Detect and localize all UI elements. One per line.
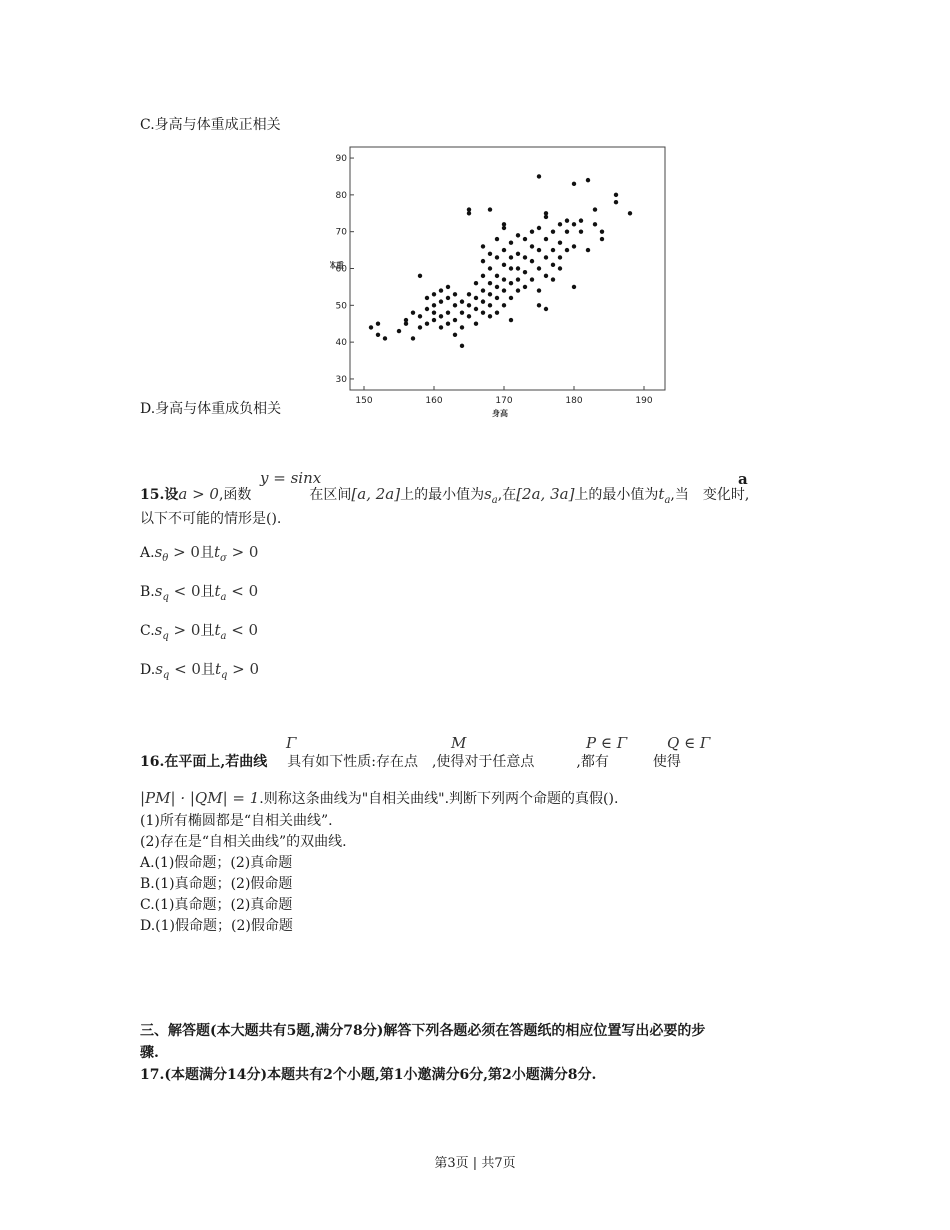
section3-heading-line1: 三、解答题(本大题共有5题,满分78分)解答下列各题必须在答题纸的相应位置写出必要的步 bbox=[140, 1023, 706, 1039]
data-point bbox=[481, 310, 485, 314]
data-point bbox=[488, 281, 492, 285]
q15-a-bold-math: a bbox=[738, 470, 748, 488]
data-point bbox=[453, 318, 457, 322]
data-point bbox=[453, 333, 457, 337]
data-point bbox=[537, 226, 541, 230]
data-point bbox=[565, 248, 569, 252]
data-point bbox=[495, 310, 499, 314]
data-point bbox=[481, 244, 485, 248]
data-point bbox=[572, 285, 576, 289]
q15-text3: ,在 bbox=[497, 487, 517, 503]
data-point bbox=[544, 255, 548, 259]
data-point bbox=[614, 193, 618, 197]
q15-s-a: s bbox=[484, 485, 492, 503]
data-point bbox=[565, 218, 569, 222]
data-point bbox=[537, 303, 541, 307]
scatter-plot-svg bbox=[330, 140, 670, 420]
q14-option-d: D.身高与体重成负相关 bbox=[140, 401, 282, 417]
data-point bbox=[530, 244, 534, 248]
y-tick-label: 90 bbox=[335, 154, 347, 165]
data-point bbox=[572, 222, 576, 226]
data-point bbox=[586, 178, 590, 182]
data-point bbox=[565, 229, 569, 233]
q16-product-math: |PM| · |QM| = 1 bbox=[140, 789, 260, 807]
data-point bbox=[523, 255, 527, 259]
data-point bbox=[544, 211, 548, 215]
q15-text6: 变化时, bbox=[702, 487, 750, 503]
data-point bbox=[488, 292, 492, 296]
data-point bbox=[425, 322, 429, 326]
data-point bbox=[488, 266, 492, 270]
x-tick-label: 150 bbox=[355, 396, 373, 406]
q16-option-d: D.(1)假命题；(2)假命题 bbox=[140, 918, 293, 934]
q15-option-b: $B.s_q < 0$且$t_a < 0$ bbox=[140, 582, 259, 603]
data-point bbox=[411, 310, 415, 314]
data-point bbox=[460, 325, 464, 329]
data-point bbox=[530, 259, 534, 263]
data-point bbox=[502, 222, 506, 226]
data-point bbox=[509, 241, 513, 245]
q16-stem-line2 bbox=[140, 788, 618, 808]
data-point bbox=[530, 229, 534, 233]
data-point bbox=[467, 314, 471, 318]
data-point bbox=[446, 285, 450, 289]
data-point bbox=[509, 296, 513, 300]
y-tick-label: 60 bbox=[335, 264, 347, 275]
q15-function-math: y = sinx bbox=[260, 469, 322, 487]
q16-item-1: (1)所有椭圆都是“自相关曲线”. bbox=[140, 813, 333, 829]
data-point bbox=[544, 237, 548, 241]
q16-text2: ,使得对于任意点 bbox=[431, 754, 535, 770]
data-point bbox=[439, 314, 443, 318]
y-tick-label: 50 bbox=[335, 301, 347, 312]
data-point bbox=[502, 288, 506, 292]
q15-stem-line2: 以下不可能的情形是(). bbox=[140, 511, 282, 527]
data-point bbox=[376, 322, 380, 326]
plot-frame bbox=[350, 147, 665, 390]
x-tick-label: 170 bbox=[495, 396, 513, 406]
data-point bbox=[509, 318, 513, 322]
q15-number: 15.设 bbox=[140, 487, 179, 503]
data-point bbox=[488, 314, 492, 318]
data-point bbox=[411, 336, 415, 340]
q15-s-a-sub: a bbox=[491, 494, 498, 506]
y-axis-label: 体重 bbox=[330, 261, 344, 270]
data-point bbox=[432, 303, 436, 307]
data-point bbox=[474, 296, 478, 300]
data-point bbox=[460, 299, 464, 303]
q16-option-b: B.(1)真命题；(2)假命题 bbox=[140, 876, 293, 892]
data-point bbox=[551, 248, 555, 252]
data-point bbox=[509, 281, 513, 285]
data-point bbox=[460, 310, 464, 314]
q15-option-d: $D.s_q < 0$且$t_q > 0$ bbox=[140, 660, 260, 681]
data-point bbox=[474, 307, 478, 311]
q15-text2: 上的最小值为 bbox=[400, 487, 485, 503]
q16-text5: .则称这条曲线为"自相关曲线".判断下列两个命题的真假(). bbox=[259, 791, 619, 807]
q17-stem: 17.(本题满分14分)本题共有2个小题,第1小邀满分6分,第2小题满分8分. bbox=[140, 1067, 597, 1083]
q15-t-a: t bbox=[658, 485, 665, 503]
data-point bbox=[516, 233, 520, 237]
data-point bbox=[502, 303, 506, 307]
q15-interval2: [2a, 3a] bbox=[516, 485, 575, 503]
data-point bbox=[523, 285, 527, 289]
data-point bbox=[579, 229, 583, 233]
data-point bbox=[453, 292, 457, 296]
data-point bbox=[509, 255, 513, 259]
data-point bbox=[544, 274, 548, 278]
height-weight-scatter-chart bbox=[330, 140, 670, 420]
data-point bbox=[614, 200, 618, 204]
q16-gamma-math: Γ bbox=[286, 734, 297, 752]
data-point bbox=[425, 296, 429, 300]
data-point bbox=[537, 174, 541, 178]
q15-text4: 上的最小值为 bbox=[574, 487, 659, 503]
y-tick-label: 80 bbox=[335, 190, 347, 201]
x-axis-label: 身高 bbox=[492, 409, 508, 418]
q15-interval1: [a, 2a] bbox=[351, 485, 401, 503]
data-point bbox=[509, 266, 513, 270]
q16-text1: 具有如下性质:存在点 bbox=[287, 754, 418, 770]
data-point bbox=[488, 252, 492, 256]
q15-option-a: $A.s_\theta > 0$且$t_\sigma > 0$ bbox=[140, 543, 259, 564]
data-point bbox=[558, 222, 562, 226]
data-point bbox=[516, 288, 520, 292]
data-point bbox=[495, 285, 499, 289]
data-point bbox=[600, 229, 604, 233]
data-point bbox=[481, 299, 485, 303]
data-point bbox=[600, 237, 604, 241]
q16-option-a: A.(1)假命题；(2)真命题 bbox=[140, 855, 293, 871]
data-point bbox=[446, 322, 450, 326]
data-point bbox=[544, 307, 548, 311]
data-point bbox=[516, 252, 520, 256]
data-point bbox=[439, 288, 443, 292]
data-point bbox=[586, 248, 590, 252]
data-point bbox=[593, 222, 597, 226]
q16-p-math: P ∈ Γ bbox=[586, 734, 628, 752]
data-point bbox=[446, 310, 450, 314]
data-point bbox=[537, 288, 541, 292]
q15-stem-line1 bbox=[140, 484, 749, 506]
data-point bbox=[502, 263, 506, 267]
x-tick-label: 160 bbox=[425, 396, 443, 406]
data-point bbox=[439, 325, 443, 329]
data-point bbox=[467, 292, 471, 296]
data-point bbox=[551, 277, 555, 281]
data-point bbox=[516, 266, 520, 270]
q15-text5: ,当 bbox=[670, 487, 689, 503]
data-point bbox=[432, 292, 436, 296]
data-point bbox=[495, 255, 499, 259]
q16-text4: 使得 bbox=[652, 754, 681, 770]
data-point bbox=[446, 296, 450, 300]
data-point bbox=[453, 303, 457, 307]
q14-option-c: C.身高与体重成正相关 bbox=[140, 117, 281, 133]
data-point bbox=[502, 248, 506, 252]
data-point bbox=[495, 237, 499, 241]
data-point bbox=[474, 322, 478, 326]
data-point bbox=[481, 259, 485, 263]
data-point bbox=[558, 241, 562, 245]
data-point bbox=[383, 336, 387, 340]
y-tick-label: 30 bbox=[335, 374, 347, 385]
q15-t-a-sub: a bbox=[664, 494, 671, 506]
x-tick-label: 190 bbox=[635, 396, 653, 406]
page-footer: 第3页 | 共7页 bbox=[434, 1156, 516, 1171]
data-point bbox=[488, 207, 492, 211]
data-point bbox=[628, 211, 632, 215]
data-point bbox=[572, 182, 576, 186]
data-point bbox=[558, 266, 562, 270]
data-point bbox=[474, 281, 478, 285]
data-point bbox=[502, 277, 506, 281]
data-point bbox=[551, 229, 555, 233]
data-point bbox=[516, 277, 520, 281]
q15-a-gt-0: a > 0 bbox=[178, 485, 219, 503]
data-point bbox=[488, 303, 492, 307]
data-point bbox=[432, 318, 436, 322]
data-point bbox=[523, 237, 527, 241]
data-point bbox=[425, 307, 429, 311]
data-point bbox=[404, 318, 408, 322]
data-point bbox=[495, 274, 499, 278]
data-point bbox=[418, 274, 422, 278]
data-point bbox=[495, 296, 499, 300]
data-point bbox=[537, 248, 541, 252]
data-point bbox=[432, 310, 436, 314]
q16-stem-line1 bbox=[140, 751, 681, 771]
data-point bbox=[530, 277, 534, 281]
data-point bbox=[481, 274, 485, 278]
data-point bbox=[537, 266, 541, 270]
q16-number: 16.在平面上,若曲线 bbox=[140, 754, 268, 770]
data-point bbox=[439, 299, 443, 303]
data-point bbox=[397, 329, 401, 333]
x-tick-label: 180 bbox=[565, 396, 583, 406]
data-point bbox=[551, 263, 555, 267]
q16-item-2: (2)存在是“自相关曲线”的双曲线. bbox=[140, 834, 347, 850]
data-point bbox=[558, 255, 562, 259]
data-point bbox=[467, 207, 471, 211]
q16-q-math: Q ∈ Γ bbox=[667, 734, 711, 752]
y-tick-label: 70 bbox=[335, 227, 347, 238]
data-point bbox=[418, 325, 422, 329]
q15-text1: 在区间 bbox=[309, 487, 352, 503]
data-point bbox=[467, 303, 471, 307]
q15-option-c: $C.s_q > 0$且$t_a < 0$ bbox=[140, 621, 259, 642]
data-point bbox=[460, 344, 464, 348]
q15-func-label: ,函数 bbox=[218, 487, 252, 503]
q16-m-math: M bbox=[451, 734, 467, 752]
data-point bbox=[523, 270, 527, 274]
data-point bbox=[369, 325, 373, 329]
data-point bbox=[579, 218, 583, 222]
data-point bbox=[481, 288, 485, 292]
q16-text3: ,都有 bbox=[576, 754, 609, 770]
data-point bbox=[418, 314, 422, 318]
y-tick-label: 40 bbox=[335, 338, 347, 349]
data-point bbox=[572, 244, 576, 248]
data-point bbox=[376, 333, 380, 337]
q16-option-c: C.(1)真命题；(2)真命题 bbox=[140, 897, 293, 913]
section3-heading-line2: 骤. bbox=[140, 1045, 159, 1061]
data-point bbox=[593, 207, 597, 211]
